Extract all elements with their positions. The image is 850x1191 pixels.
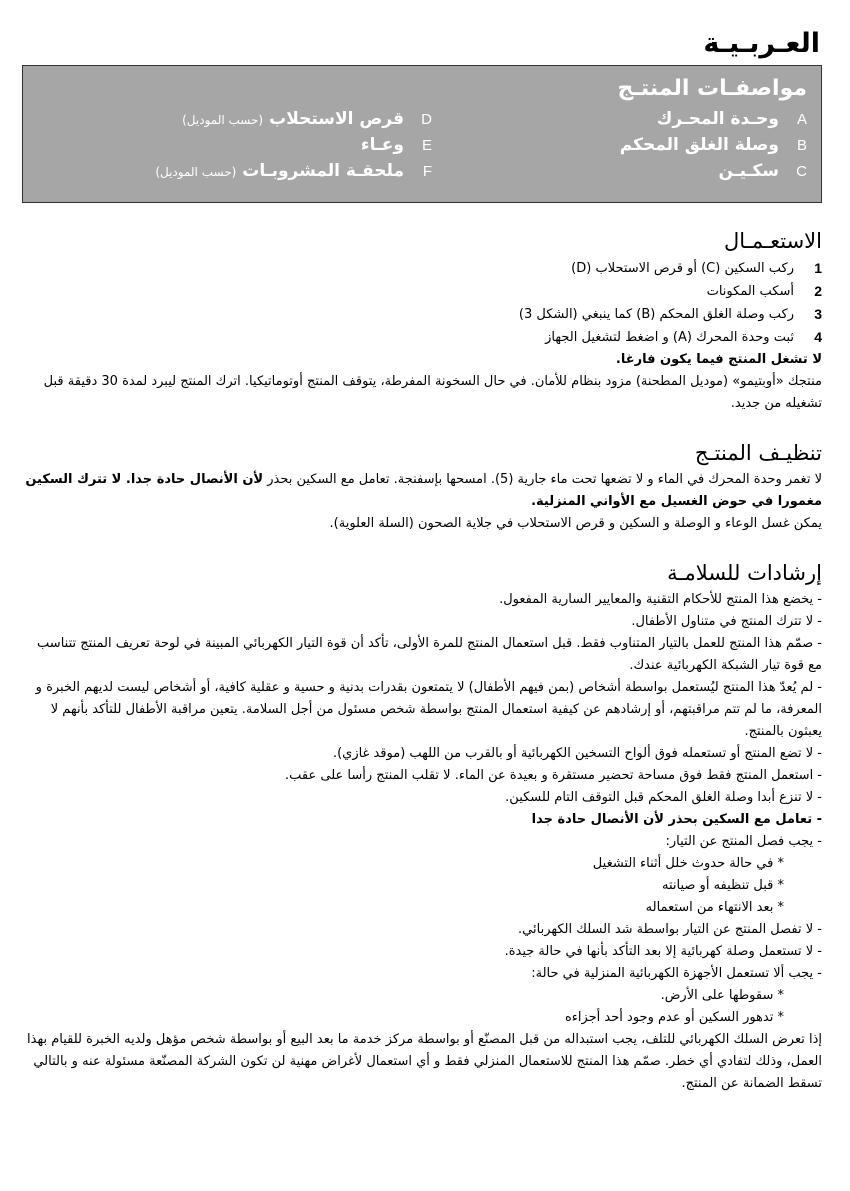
product-specs-box (22, 65, 822, 203)
usage-heading: الاستعـمـال (724, 229, 822, 253)
cleaning-dishwasher-note: يمكن غسل الوعاء و الوصلة و السكين و قرص الاستحلاب في جلاية الصحون (السلة العلوية). (329, 516, 822, 531)
unplug-case: * في حالة حدوث خلل أثناء التشغيل (592, 856, 784, 871)
step-number: 3 (814, 306, 822, 322)
spec-label: وعـاء (360, 135, 404, 155)
spec-item (432, 109, 807, 135)
step-number: 4 (814, 329, 822, 345)
spec-label: قرص الاستحلاب (269, 109, 404, 129)
cleaning-paragraph (22, 469, 822, 513)
spec-letter: D (421, 111, 432, 128)
safety-item: - لا تستعمل وصلة كهربائية إلا بعد التأكد بأنها في حالة جيدة. (504, 944, 822, 959)
usage-step (22, 303, 822, 326)
safety-item: - لا تفصل المنتج عن التيار بواسطة شد السلك الكهربائي. (518, 922, 822, 937)
safety-item: - يجب ألا تستعمل الأجهزة الكهربائية المنزلية في حالة: (531, 966, 822, 981)
specs-column-left (57, 109, 432, 187)
spec-letter: A (796, 111, 807, 128)
spec-label: ملحقـة المشروبـات (242, 161, 404, 181)
safety-item: - لا تترك المنتج في متناول الأطفال. (631, 614, 822, 629)
step-number: 1 (814, 260, 822, 276)
safety-item: - صمّم هذا المنتج للعمل بالتيار المتناوب فقط. قبل استعمال المنتج للمرة الأولى، تأكد أن قوة التيار الكهربائي المبينة في لوحة تعريف المنتج تتناسب مع قوة تيار الشبكة الكهربائية عندك. (37, 636, 822, 673)
usage-step (22, 280, 822, 303)
spec-item (432, 135, 807, 161)
language-title: العـربـيـة (703, 28, 820, 59)
step-text: ثبت وحدة المحرك (A) و اضغط لتشغيل الجهاز (545, 330, 794, 345)
spec-item (57, 161, 432, 187)
safety-unplug-intro: - يجب فصل المنتج عن التيار: (665, 834, 822, 849)
safety-item: - استعمل المنتج فقط فوق مساحة تحضير مستقرة و بعيدة عن الماء. لا تقلب المنتج رأسا على عقب. (285, 768, 822, 783)
safety-heading: إرشادات للسلامـة (667, 561, 822, 585)
spec-letter: F (422, 163, 432, 180)
spec-letter: C (796, 163, 807, 180)
dont-use-case: * تدهور السكين أو عدم وجود أحد أجزاءه (564, 1010, 784, 1025)
spec-item (432, 161, 807, 187)
spec-note: (حسب الموديل) (182, 113, 264, 127)
safety-blade-warning: - تعامل مع السكين بحذر لأن الأنصال حادة جدا (531, 812, 822, 827)
safety-item: - لم يُعدّ هذا المنتج ليُستعمل بواسطة أشخاص (بمن فيهم الأطفال) لا يتمتعون بقدرات بدنية و حسية و عقلية كافية، أو أشخاص ليست لديهم الخبرة و المعرفة، ما لم تتم مراقبتهم، أو إرشادهم عن كيفية استعمال المنتج بواسطة شخص مسئول من أجل السلامة. يتعين مراقبة الأطفال للتأكد بأنهم لا يعبثون بالمنتج. (35, 680, 822, 739)
specs-grid (37, 109, 807, 187)
cleaning-text: لا تغمر وحدة المحرك في الماء و لا تضعها تحت ماء جارية (5). امسحها بإسفنجة. تعامل مع السكين بحذر (263, 472, 822, 487)
unplug-case: * بعد الانتهاء من استعماله (645, 900, 784, 915)
spec-note: (حسب الموديل) (155, 165, 237, 179)
dont-use-case: * سقوطها على الأرض. (660, 988, 784, 1003)
usage-note: منتجك «أوبتيمو» (موديل المطحنة) مزود بنظام للأمان. في حال السخونة المفرطة، يتوقف المنتج أوتوماتيكيا. اترك المنتج ليبرد لمدة 30 دقيقة قبل تشغيله من جديد. (43, 374, 822, 411)
manual-page (22, 22, 822, 1095)
safety-final-paragraph: إذا تعرض السلك الكهربائي للتلف، يجب استبداله من قبل المصنّع أو بواسطة مركز خدمة ما بعد البيع أو بواسطة شخص مؤهل ولديه الخبرة للقيام بهذا العمل، وذلك لتفادي أي خطر. صمّم هذا المنتج للاستعمال المنزلي فقط و أي استعمال لأغراض مهنية لن تكون الشركة المصنّعة مسئولة عنه و بالتالي تسقط الضمانة عن المنتج. (27, 1032, 822, 1091)
step-number: 2 (814, 283, 822, 299)
unplug-case: * قبل تنظيفه أو صيانته (661, 878, 784, 893)
specs-title: مواصفـات المنتـج (617, 76, 807, 101)
safety-item: - يخضع هذا المنتج للأحكام التقنية والمعايير السارية المفعول. (499, 592, 822, 607)
usage-steps (22, 257, 822, 349)
usage-step (22, 326, 822, 349)
step-text: ركب وصلة الغلق المحكم (B) كما ينبغي (الشكل 3) (518, 307, 794, 322)
step-text: ركب السكين (C) أو قرص الاستحلاب (D) (571, 261, 794, 276)
spec-letter: E (421, 137, 432, 154)
safety-item: - لا تنزع أبدا وصلة الغلق المحكم قبل التوقف التام للسكين. (505, 790, 822, 805)
usage-step (22, 257, 822, 280)
spec-item (57, 135, 432, 161)
cleaning-heading: تنظيـف المنتـج (694, 441, 822, 465)
step-text: أسكب المكونات (706, 284, 794, 299)
spec-letter: B (796, 137, 807, 154)
spec-label: وصلة الغلق المحكم (619, 135, 779, 155)
spec-label: سكـيـن (718, 161, 779, 181)
spec-label: وحـدة المحـرك (656, 109, 779, 129)
usage-warning: لا تشغل المنتج فيما يكون فارغا. (615, 352, 822, 367)
specs-column-right (432, 109, 807, 187)
safety-item: - لا تضع المنتج أو تستعمله فوق ألواح التسخين الكهربائية أو بالقرب من اللهب (موقد غازي). (332, 746, 822, 761)
spec-item (57, 109, 432, 135)
cleaning-warning: لأن الأنصال حادة جدا. لا تترك السكين مغمورا في حوض الغسيل مع الأواني المنزلية. (25, 472, 822, 509)
